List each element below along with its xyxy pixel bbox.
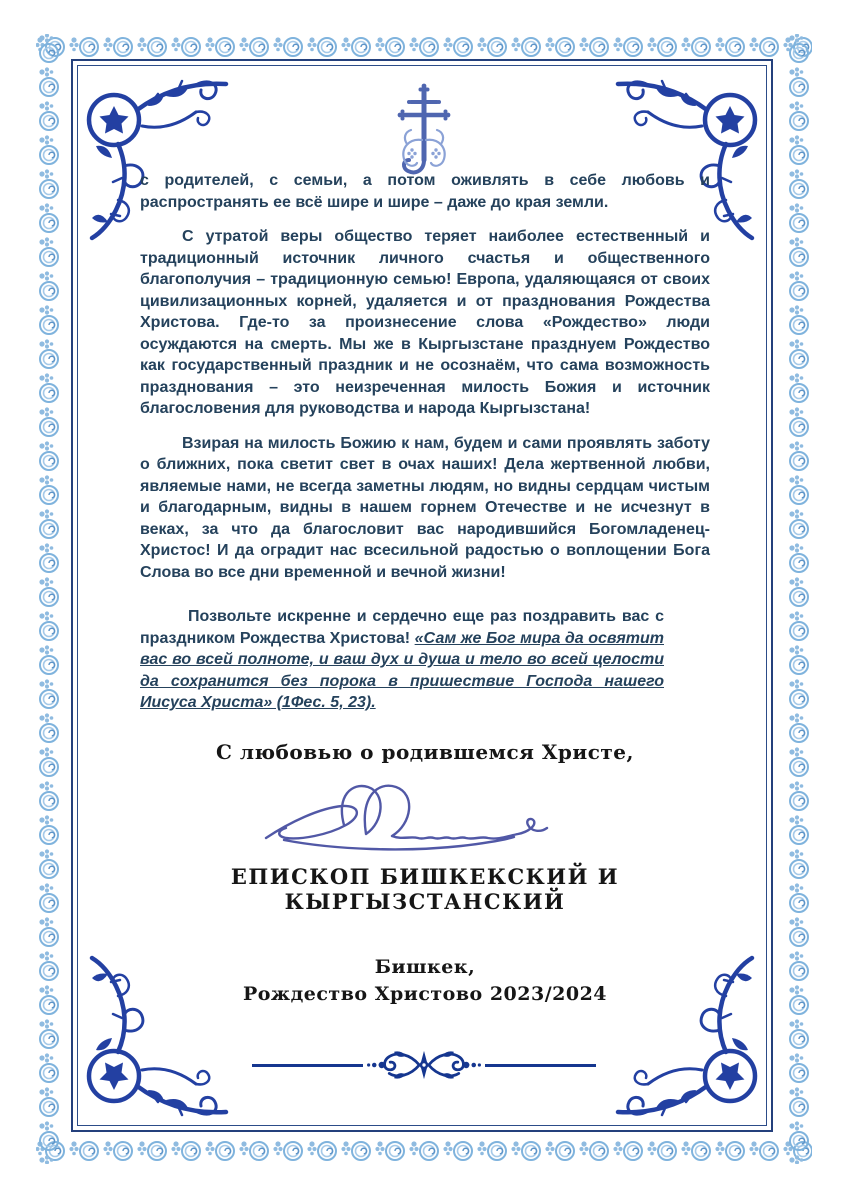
letter-body [140,170,710,727]
place-line: Бишкек, [374,956,476,978]
orthodox-cross-icon [389,82,459,182]
scripture-quote: «Сам же Бог мира да освятит вас во всей полноте, и ваш дух и душа и тело во всей целости да сохранится без порока в пришествие Господа нашего Иисуса Христа» (1Фес. 5, 23). [140,629,664,711]
paragraph-continuation: с родителей, с семьи, а потом оживлять в себе любовь и распространять ее всё шире и шире – даже до края земли. [140,172,710,211]
divider-line-left [252,1064,363,1067]
floral-divider-icon [363,1044,485,1086]
paragraph: С утратой веры общество теряет наиболее естественный и традиционный источник личного счастья и общественного благополучия – традиционную семью! Европа, удаляющаяся от своих цивилизационных корней, удаляется и от празднования Рождества Христова. Где-то за произнесение слова «Рождество» люди осуждаются на смерть. Мы же в Кыргызстане празднуем Рождество как государственный праздник и не осознаём, что сама возможность празднования – это неизреченная милость Божия и источник благословения для руководства и народа Кыргызстана! [140,228,710,417]
place-date-block [140,954,710,1008]
divider-line-right [485,1064,596,1067]
scroll-border-top [36,34,812,60]
footer-divider [252,1044,596,1086]
date-line: Рождество Христово 2023/2024 [242,983,608,1005]
valediction: С любовью о родившемся Христе, [216,740,634,764]
scroll-border-bottom [36,1138,812,1164]
scroll-border-left [36,34,62,1164]
closing-lead: Позвольте искренне и сердечно еще раз поздравить вас с праздником Рождества Христова! [140,608,664,647]
closing-paragraph [140,606,664,714]
signer-title: ЕПИСКОП БИШКЕКСКИЙ И КЫРГЫЗСТАНСКИЙ [230,864,620,914]
scroll-border-right [786,34,812,1164]
paragraph: Взирая на милость Божию к нам, будем и сами проявлять заботу о ближних, пока светит свет в очах наших! Дела жертвенной любви, являемые нами, не всегда заметны людям, но видны сердцам чистым и благодарным, видны в нашем горнем Отечестве и не исчезнут в веках, за что да благословит вас народившийся Богомладенец-Христос! И да оградит нас всесильной радостью о воплощении Бога Слова во все дни временной и вечной жизни! [140,434,710,581]
signature-icon [256,778,592,864]
